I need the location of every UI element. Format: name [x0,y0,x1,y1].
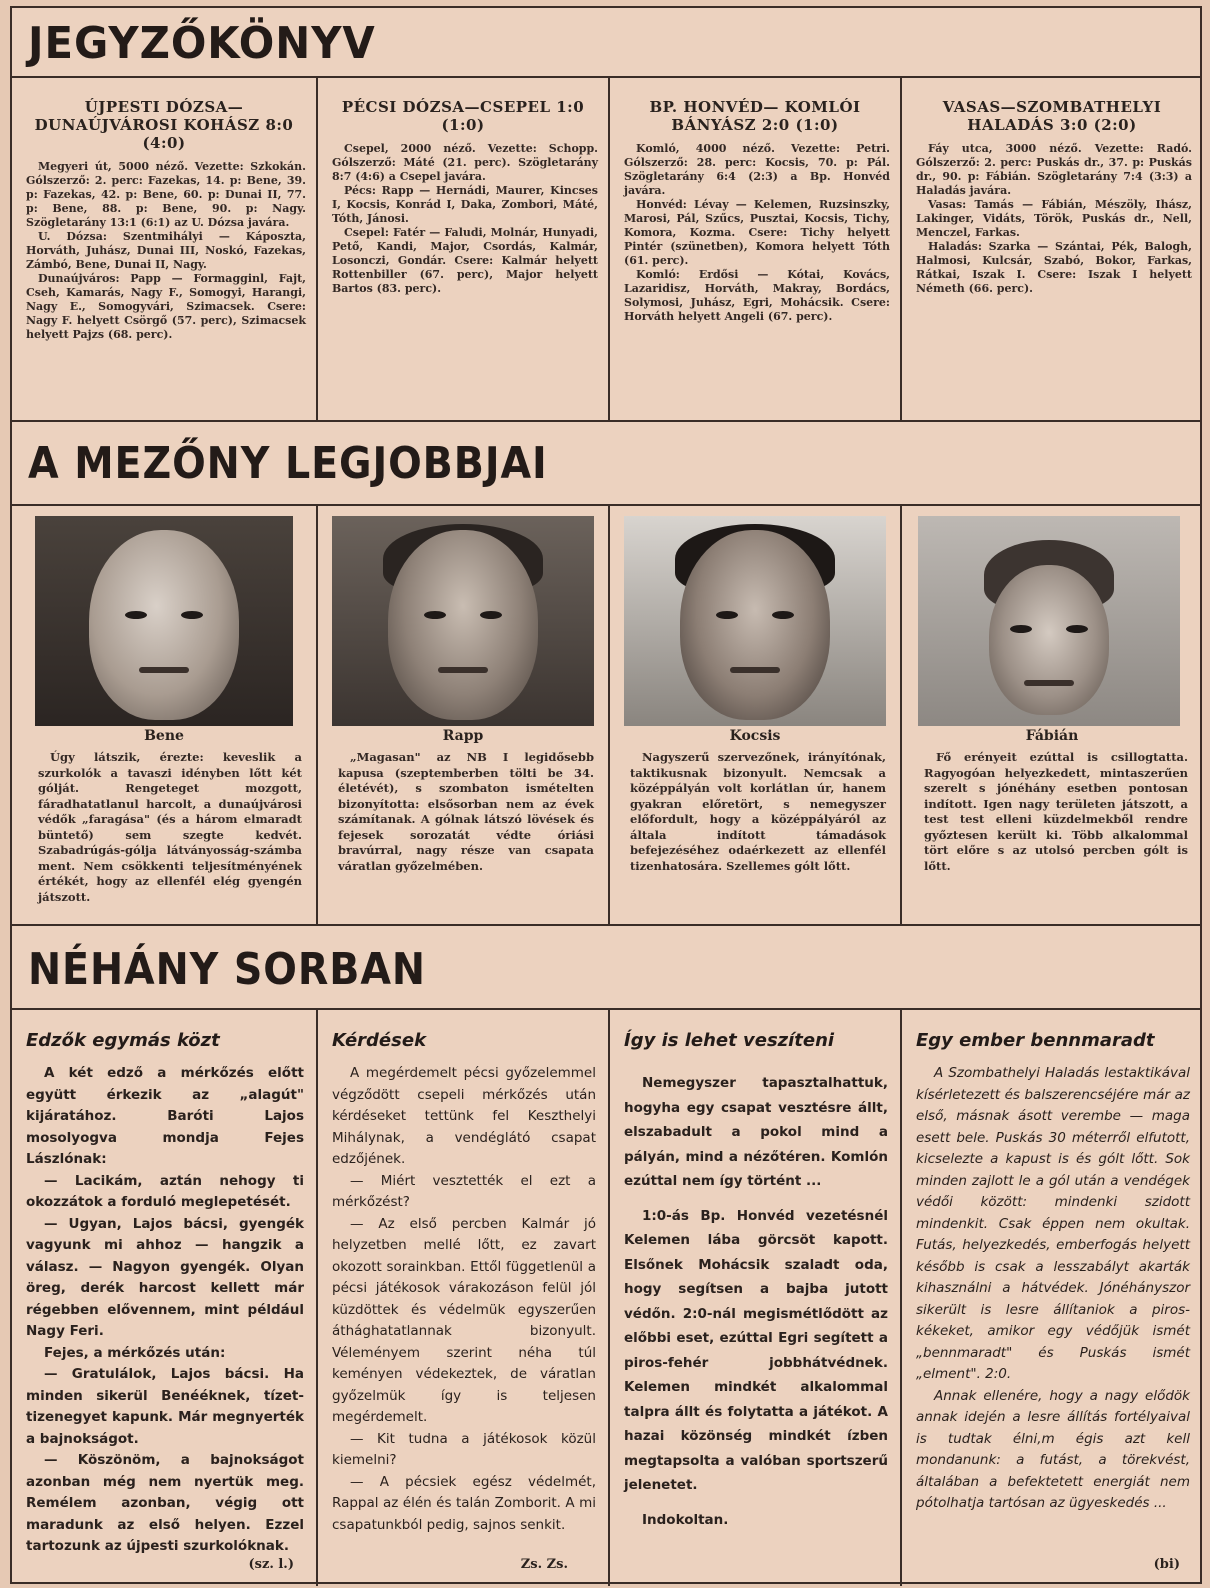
match-column [318,78,610,420]
match-paragraph: Komló: Erdősi — Kótai, Kovács, Lazaridisz, Horváth, Makray, Bordács, Solymosi, Juhász, Egri, Mohácsik. Csere: Horváth helyett Angeli (67. perc). [624,268,890,323]
match-report [902,134,1202,296]
article-paragraph: — Gratulálok, Lajos bácsi. Ha minden sikerül Benééknek, tízet-tizenegyet kapunk. Már megnyerték a bajnokságot. [26,1366,304,1447]
article-body [318,1051,608,1536]
article-paragraph: A két edző a mérkőzés előtt együtt érkezik az „alagút" kijáratához. Baróti Lajos mosolyogva mondja Fejes Lászlónak: [26,1065,304,1167]
player-photo [332,516,594,726]
match-column [902,78,1202,420]
section-header-jegyzokonyv [12,8,1200,78]
article-paragraph: Fejes, a mérkőzés után: [44,1344,226,1361]
player-name: Fábián [1025,728,1079,744]
article-paragraph: — Ugyan, Lajos bácsi, gyengék vagyunk mi ahhoz — hangzik a válasz. — Nagyon gyengék. Olyan öreg, derék harcost kellett már régebben elővennem, mint például Nagy Feri. [26,1215,304,1339]
article-column [902,1010,1202,1586]
article-paragraph: — Kit tudna a játékosok közül kiemelni? [332,1430,596,1468]
match-paragraph: Megyeri út, 5000 néző. Vezette: Szkokán. Gólszerző: 2. perc: Fazekas, 14. p: Bene, 39. p: Fazekas, 42. p: Bene, 60. p: Dunai II, 77. p: Bene, 88. p: Bene, 90. p: Nagy. Szögletarány 13:1 (6:1) az U. Dózsa javára. [26,160,306,229]
article-paragraph: Indokoltan. [642,1511,729,1528]
section-header-nehany-sorban [12,926,1200,1010]
article-paragraph: — Lacikám, aztán nehogy ti okozzátok a forduló meglepetését. [26,1172,304,1210]
match-paragraph: Haladás: Szarka — Szántai, Pék, Balogh, Halmosi, Kulcsár, Szabó, Bokor, Farkas, Rátkai, Iszak I. Csere: Iszak I helyett Németh (66. perc). [916,240,1192,295]
article-paragraph: 1:0-ás Bp. Honvéd vezetésnél Kelemen lába görcsöt kapott. Elsőnek Mohácsik szaladt oda, hogy segítsen a bajba jutott védőn. 2:0-nál megismétlődött az előbbi eset, ezúttal Egri segített a piros-fehér jobbhátvédnek. Kelemen mindkét alkalommal talpra állt és folytatta a játékot. A hazai közönség mindkét ízben megtapsolta a valóban sportszerű jelenetet. [624,1207,888,1493]
match-report [12,152,316,342]
articles-row [12,1010,1200,1586]
player-photo [918,516,1180,726]
match-title: BP. HONVÉD— KOMLÓI BÁNYÁSZ 2:0 (1:0) [649,98,861,134]
article-column [12,1010,318,1586]
match-paragraph: U. Dózsa: Szentmihályi — Káposzta, Horváth, Juhász, Dunai III, Noskó, Fazekas, Zámbó, Bene, Dunai II, Nagy. [26,230,306,271]
section-title: NÉHÁNY SORBAN [28,944,426,995]
player-column [902,506,1202,924]
player-name: Rapp [442,728,484,744]
article-signature: (bi) [1153,1557,1180,1572]
article-paragraph: — Az első percben Kalmár jó helyzetben mellé lőtt, ez zavart okozott sorainkban. Ettől függetlenül a pécsi játékosok várakozáson felül jól küzdöttek és védelmük egyszerűen áthághatatlannak bizonyult. Véleményem szerint néha túl keményen védekeztek, de váratlan győzelmük így is teljesen megérdemelt. [332,1215,596,1425]
player-description: Nagyszerű szervezőnek, irányítónak, taktikusnak bizonyult. Nemcsak a középpályán volt korlátlan úr, hanem gyakran előretört, s nemegyszer előfordult, hogy a középpályáról az általa indított támadások befejezéséhez odaérkezett az ellenfél tizenhatosára. Szellemes gólt lőtt. [630,750,886,873]
players-row [12,506,1200,926]
player-photo [35,516,293,726]
match-report [318,134,608,296]
player-column [12,506,318,924]
article-body [12,1051,316,1558]
article-paragraph: — Köszönöm, a bajnokságot azonban még nem nyertük meg. Remélem azonban, végig ott maradunk az első helyen. Ezzel tartozunk az újpesti szurkolóknak. [26,1452,304,1554]
match-report [610,134,900,324]
article-body [610,1051,900,1532]
match-title: ÚJPESTI DÓZSA— DUNAÚJVÁROSI KOHÁSZ 8:0 (4:0) [34,98,294,152]
player-name: Kocsis [729,728,781,744]
match-title: VASAS—SZOMBATHELYI HALADÁS 3:0 (2:0) [942,98,1162,134]
article-paragraph: A megérdemelt pécsi győzelemmel végződött csepeli mérkőzés után kérdéseket tettünk fel Keszthelyi Mihálynak, a vendéglátó csapat edzőjének. [332,1065,596,1167]
match-column [12,78,318,420]
article-paragraph: — Miért vesztették el ezt a mérkőzést? [332,1172,596,1210]
player-description: Úgy látszik, érezte: keveslik a szurkolók a tavaszi idényben lőtt két gólját. Rengeteget mozgott, fáradhatatlanul harcolt, a dunaújvárosi védők „faragása" (és a három elmaradt büntető) sem szegte kedvét. Szabadrúgás-gólja látványosság-számba ment. Nem csökkenti teljesítményének értékét, hogy az ellenfél elég gyengén játszott. [38,750,302,904]
article-title: Edzők egymás közt [26,1030,220,1051]
section-title: JEGYZŐKÖNYV [28,18,376,69]
player-description: „Magasan" az NB I legidősebb kapusa (szeptemberben tölti be 34. életévét), s szombaton ismételten bizonyította: elsősorban nem az évek számítanak. A gólnak látszó lövések és fejesek sorozatát védte óriási bravúrral, nagy része van csapata váratlan győzelmében. [338,750,594,873]
article-title: Kérdések [332,1030,427,1051]
section-header-legjobbjai [12,422,1200,506]
article-body [902,1051,1202,1515]
match-title: PÉCSI DÓZSA—CSEPEL 1:0 (1:0) [341,98,585,134]
article-paragraph: — A pécsiek egész védelmét, Rappal az élén és talán Zomborit. A mi csapatunkból pedig, sajnos senkit. [332,1473,596,1533]
match-paragraph: Dunaújváros: Papp — Formagginl, Fajt, Cseh, Kamarás, Nagy F., Somogyi, Harangi, Nagy E., Somogyvári, Szimacsek. Csere: Nagy F. helyett Csörgő (57. perc), Szimacsek helyett Pajzs (68. perc). [26,272,306,341]
article-title: Egy ember bennmaradt [916,1030,1155,1051]
article-signature: (sz. l.) [248,1557,294,1572]
match-paragraph: Pécs: Rapp — Hernádi, Maurer, Kincses I, Kocsis, Konrád I, Daka, Zombori, Máté, Tóth, Jánosi. [332,184,598,225]
player-column [610,506,902,924]
match-paragraph: Fáy utca, 3000 néző. Vezette: Radó. Gólszerző: 2. perc: Puskás dr., 37. p: Puskás dr., 90. p: Fábián. Szögletarány 7:4 (3:3) a Haladás javára. [916,142,1192,197]
player-description: Fő erényeit ezúttal is csillogtatta. Ragyogóan helyezkedett, mintaszerűen szerelt s jónéhány esetben pontosan indított. Igen nagy területen játszott, a test test elleni küzdelmekből rendre győztesen került ki. Több alkalommal tört előre s az utolsó percben gólt is lőtt. [924,750,1188,873]
article-paragraph: A Szombathelyi Haladás lestaktikával kísérletezett és balszerencséjére már az első, másnak ásott verembe — maga esett bele. Puskás 30 méterről elfutott, kicselezte a kapust is és gólt lőtt. Sok minden zajlott le a gól után a vendégek védői között: mindenki szidott mindenkit. Csak éppen nem okultak. Futás, helyezkedés, emberfogás helyett később is csak a lesszabályt akarták kihasználni a hátvédek. Jónéhányszor sikerült is lesre állítaniok a piros-kékeket, amikor egy védőjük ismét „bennmaradt" és Puskás ismét „elment". 2:0. [916,1065,1190,1382]
article-paragraph: Annak ellenére, hogy a nagy elődök annak idején a lesre állítás fortélyaival is tudtak élni,m égis azt kell mondanunk: a futást, a törekvést, általában a befektetett energiát nem pótolhatja tartósan az ügyeskedés ... [916,1387,1190,1511]
article-column [318,1010,610,1586]
matches-row [12,78,1200,422]
player-column [318,506,610,924]
match-paragraph: Csepel, 2000 néző. Vezette: Schopp. Gólszerző: Máté (21. perc). Szögletarány 8:7 (4:6) a Csepel javára. [332,142,598,183]
section-title: A MEZŐNY LEGJOBBJAI [28,438,548,489]
article-paragraph: Nemegyszer tapasztalhattuk, hogyha egy csapat vesztésre állt, elszabadult a pokol mind a pályán, mind a nézőtéren. Komlón ezúttal nem így történt ... [624,1075,888,1189]
match-paragraph: Csepel: Fatér — Faludi, Molnár, Hunyadi, Pető, Kandi, Major, Csordás, Kalmár, Losonczi, Gondár. Csere: Kalmár helyett Rottenbiller (67. perc), Major helyett Bartos (83. perc). [332,226,598,295]
match-paragraph: Honvéd: Lévay — Kelemen, Ruzsinszky, Marosi, Pál, Szűcs, Pusztai, Kocsis, Tichy, Komora, Kozma. Csere: Tichy helyett Pintér (szünetben), Komora helyett Tóth (61. perc). [624,198,890,267]
article-column [610,1010,902,1586]
player-photo [624,516,886,726]
newspaper-page [10,6,1202,1584]
player-name: Bene [144,728,184,744]
article-signature: Zs. Zs. [520,1557,568,1572]
match-paragraph: Vasas: Tamás — Fábián, Mészöly, Ihász, Lakinger, Vidáts, Török, Puskás dr., Nell, Menczel, Farkas. [916,198,1192,239]
match-paragraph: Komló, 4000 néző. Vezette: Petri. Gólszerző: 28. perc: Kocsis, 70. p: Pál. Szögletarány 6:4 (2:3) a Bp. Honvéd javára. [624,142,890,197]
article-title: Így is lehet veszíteni [624,1030,835,1051]
match-column [610,78,902,420]
